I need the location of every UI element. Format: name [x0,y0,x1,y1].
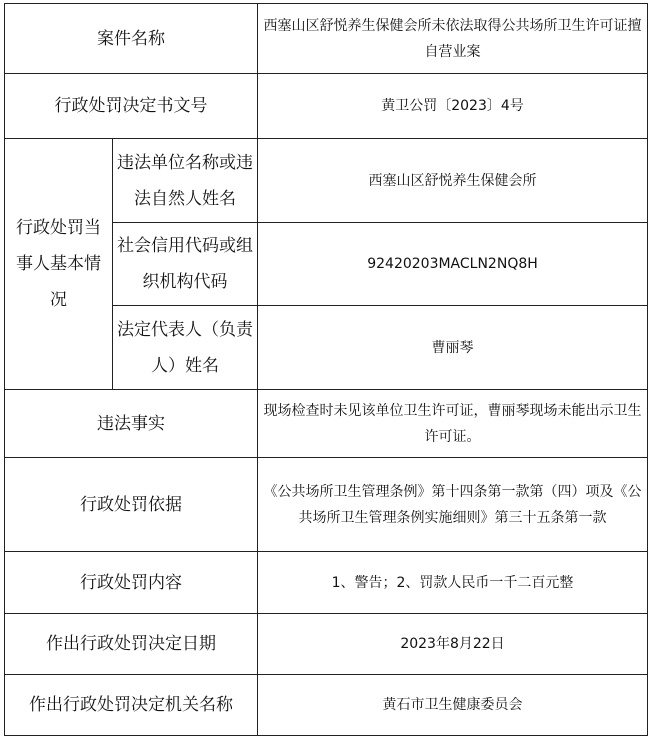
doc-number-value: 黄卫公罚〔2023〕4号 [258,74,648,139]
content-label: 行政处罚内容 [5,552,258,614]
credit-code-value: 92420203MACLN2NQ8H [258,223,648,306]
row-content [5,552,648,614]
basis-label: 行政处罚依据 [5,458,258,552]
authority-value: 黄石市卫生健康委员会 [258,675,648,736]
doc-number-label: 行政处罚决定书文号 [5,74,258,139]
legal-rep-label: 法定代表人（负责人）姓名 [113,306,258,390]
unit-name-value: 西塞山区舒悦养生保健会所 [258,139,648,223]
row-basis [5,458,648,552]
date-label: 作出行政处罚决定日期 [5,614,258,675]
credit-code-label: 社会信用代码或组织机构代码 [113,223,258,306]
row-facts [5,390,648,458]
unit-name-label: 违法单位名称或违法自然人姓名 [113,139,258,223]
party-info-label: 行政处罚当事人基本情况 [5,139,113,390]
facts-value: 现场检查时未见该单位卫生许可证，曹丽琴现场未能出示卫生许可证。 [258,390,648,458]
row-date [5,614,648,675]
case-name-value: 西塞山区舒悦养生保健会所未依法取得公共场所卫生许可证擅自营业案 [258,4,648,74]
case-name-label: 案件名称 [5,4,258,74]
row-authority [5,675,648,736]
content-value: 1、警告；2、罚款人民币一千二百元整 [258,552,648,614]
row-unit-name [5,139,648,223]
basis-value: 《公共场所卫生管理条例》第十四条第一款第（四）项及《公共场所卫生管理条例实施细则》第三十五条第一款 [258,458,648,552]
legal-rep-value: 曹丽琴 [258,306,648,390]
date-value: 2023年8月22日 [258,614,648,675]
row-doc-number [5,74,648,139]
facts-label: 违法事实 [5,390,258,458]
authority-label: 作出行政处罚决定机关名称 [5,675,258,736]
row-case-name [5,4,648,74]
penalty-info-table [4,3,648,736]
